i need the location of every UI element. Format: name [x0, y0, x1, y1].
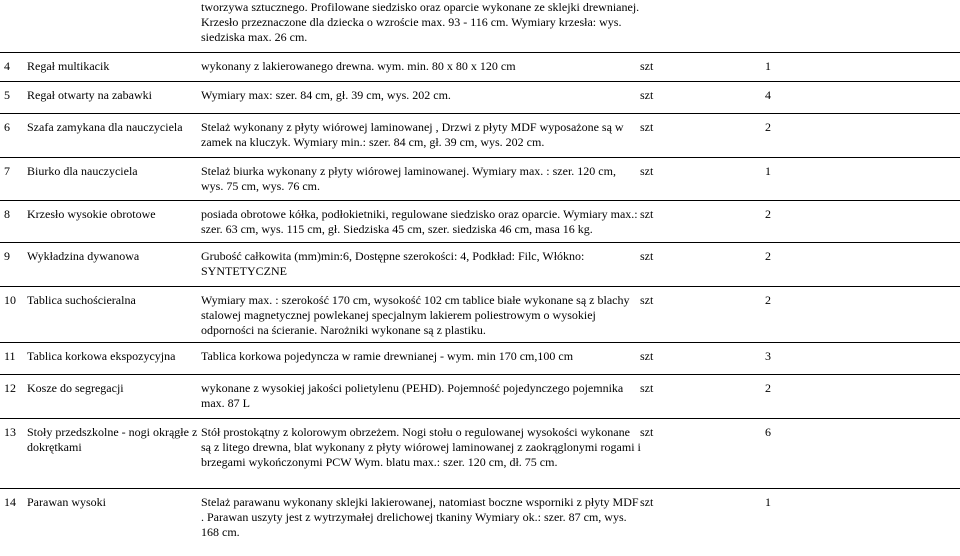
item-description: wykonany z lakierowanego drewna. wym. min. 80 x 80 x 120 cm — [201, 59, 516, 73]
item-quantity: 3 — [765, 349, 771, 363]
item-description: posiada obrotowe kółka, podłokietniki, regulowane siedzisko oraz oparcie. Wymiary max.: szer. 63 cm, wys. 115 cm, gł. Siedziska 45 cm, szer. siedziska 46 cm, masa 16 kg. — [201, 207, 638, 236]
item-unit: szt — [640, 381, 654, 395]
item-unit: szt — [640, 349, 654, 363]
item-name: Szafa zamykana dla nauczyciela — [27, 120, 183, 134]
item-unit: szt — [640, 59, 654, 73]
table-row — [0, 342, 960, 375]
table-row — [0, 418, 960, 489]
row-number: 6 — [4, 120, 10, 134]
item-name: Wykładzina dywanowa — [27, 249, 140, 263]
row-number: 11 — [4, 349, 16, 363]
item-name: Tablica korkowa ekspozycyjna — [27, 349, 176, 363]
item-description: Stelaż biurka wykonany z płyty wiórowej laminowanej. Wymiary max. : szer. 120 cm, wys. 75 cm, wys. 76 cm. — [201, 164, 616, 193]
row-number: 4 — [4, 59, 10, 73]
item-quantity: 2 — [765, 249, 771, 263]
item-description: Grubość całkowita (mm)min:6, Dostępne szerokości: 4, Podkład: Filc, Włókno: SYNTETYCZNE — [201, 249, 585, 278]
table-row — [0, 81, 960, 114]
item-name: Parawan wysoki — [27, 495, 106, 509]
item-unit: szt — [640, 88, 654, 102]
table-row — [0, 200, 960, 243]
item-name: Krzesło wysokie obrotowe — [27, 207, 156, 221]
item-quantity: 1 — [765, 495, 771, 509]
table-row — [0, 374, 960, 419]
row-number: 7 — [4, 164, 10, 178]
row-number: 10 — [4, 293, 16, 307]
item-unit: szt — [640, 249, 654, 263]
item-name: Tablica suchościeralna — [27, 293, 136, 307]
row-number: 9 — [4, 249, 10, 263]
continuation-text: tworzywa sztucznego. Profilowane siedzisko oraz oparcie wykonane ze sklejki drewnianej. Krzesło przeznaczone dla dziecka o wzroście max. 93 - 116 cm. Wymiary krzesła: wys. siedziska max. 26 cm. — [201, 0, 640, 44]
item-name: Kosze do segregacji — [27, 381, 124, 395]
item-name: Regał otwarty na zabawki — [27, 88, 152, 102]
item-name: Regał multikacik — [27, 59, 110, 73]
table-row — [0, 242, 960, 287]
item-description: wykonane z wysokiej jakości polietylenu (PEHD). Pojemność pojedynczego pojemnika max. 87 L — [201, 381, 624, 410]
table-row — [0, 286, 960, 343]
row-number: 13 — [4, 425, 16, 439]
item-quantity: 1 — [765, 59, 771, 73]
row-number: 12 — [4, 381, 16, 395]
item-quantity: 2 — [765, 381, 771, 395]
item-unit: szt — [640, 120, 654, 134]
item-quantity: 4 — [765, 88, 771, 102]
item-name: Stoły przedszkolne - nogi okrągłe z dokrętkami — [27, 425, 198, 454]
item-quantity: 2 — [765, 207, 771, 221]
item-unit: szt — [640, 293, 654, 307]
item-description: Stelaż wykonany z płyty wiórowej laminowanej , Drzwi z płyty MDF wyposażone są w zamek na kluczyk. Wymiary min.: szer. 84 cm, gł. 39 cm, wys. 202 cm. — [201, 120, 624, 149]
row-number: 8 — [4, 207, 10, 221]
table-row — [0, 488, 960, 556]
table-row — [0, 52, 960, 82]
item-unit: szt — [640, 495, 654, 509]
item-description: Wymiary max. : szerokość 170 cm, wysokość 102 cm tablice białe wykonane są z blachy stalowej magnetycznej powlekanej specjalnym lakierem poliestrowym o wysokiej odporności na ścieranie. Narożniki wykonane są z plastiku. — [201, 293, 630, 337]
item-description: Stelaż parawanu wykonany sklejki lakierowanej, natomiast boczne wsporniki z płyty MDF . Parawan uszyty jest z wytrzymałej drelichowej tkaniny Wymiary ok.: szer. 87 cm, wys. 168 cm. — [201, 495, 639, 539]
item-quantity: 2 — [765, 120, 771, 134]
item-quantity: 1 — [765, 164, 771, 178]
item-unit: szt — [640, 207, 654, 221]
item-quantity: 6 — [765, 425, 771, 439]
table-row — [0, 157, 960, 201]
item-description: Wymiary max: szer. 84 cm, gł. 39 cm, wys. 202 cm. — [201, 88, 451, 102]
item-unit: szt — [640, 164, 654, 178]
item-description: Tablica korkowa pojedyncza w ramie drewnianej - wym. min 170 cm,100 cm — [201, 349, 574, 363]
item-description: Stół prostokątny z kolorowym obrzeżem. Nogi stołu o regulowanej wysokości wykonane są z litego drewna, blat wykonany z płyty wiórowej laminowanej z zaokrąglonymi rogami i brzegami wykończonymi PCW Wym. blatu max.: szer. 120 cm, dł. 75 cm. — [201, 425, 641, 469]
item-unit: szt — [640, 425, 654, 439]
row-number: 14 — [4, 495, 16, 509]
row-number: 5 — [4, 88, 10, 102]
table-row — [0, 113, 960, 158]
item-quantity: 2 — [765, 293, 771, 307]
item-name: Biurko dla nauczyciela — [27, 164, 138, 178]
